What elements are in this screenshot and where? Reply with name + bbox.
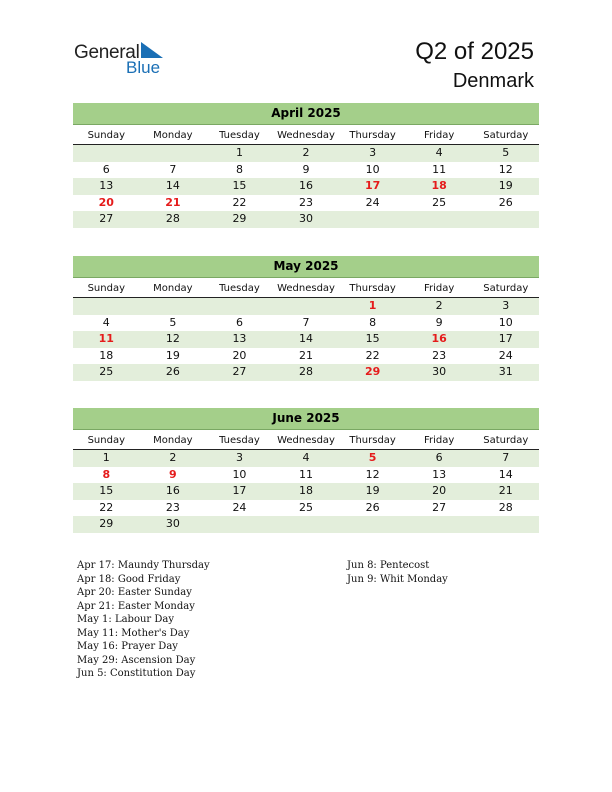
day-cell: 8 (102, 467, 111, 481)
day-cell: 28 (165, 212, 180, 225)
holiday-entry: Jun 9: Whit Monday (347, 573, 448, 585)
day-cell: 4 (302, 451, 310, 464)
day-cell: 19 (165, 348, 180, 362)
week-row (73, 348, 539, 365)
day-cell: 6 (435, 451, 443, 464)
empty-day-cell (206, 298, 273, 315)
day-cell: 1 (235, 146, 243, 159)
weekday-label: Monday (153, 130, 193, 141)
empty-day-cell (273, 516, 340, 533)
holiday-entry: Apr 20: Easter Sunday (77, 587, 192, 598)
day-cell: 29 (232, 212, 247, 225)
weekday-label: Thursday (349, 130, 396, 141)
day-cell: 27 (232, 365, 247, 378)
day-cell: 26 (498, 195, 513, 209)
day-cell: 26 (165, 365, 180, 378)
day-cell: 19 (498, 179, 513, 192)
weekday-label: Saturday (483, 435, 529, 446)
week-row (73, 211, 539, 228)
weekday-label: Wednesday (277, 283, 335, 294)
weekday-label: Sunday (87, 130, 125, 141)
day-cell: 25 (99, 365, 114, 378)
brand-logo (74, 40, 174, 80)
day-cell: 7 (169, 162, 177, 176)
weekday-label: Friday (424, 435, 455, 446)
weekday-label: Friday (424, 283, 455, 294)
day-cell: 11 (299, 467, 314, 481)
day-cell: 10 (498, 315, 513, 329)
holiday-entry: Apr 17: Maundy Thursday (77, 560, 210, 571)
day-cell: 5 (502, 146, 510, 159)
day-cell: 21 (299, 348, 314, 362)
day-cell: 21 (165, 195, 181, 209)
page-title: Q2 of 2025 (415, 38, 534, 65)
day-cell: 14 (498, 467, 513, 481)
holiday-list-left (77, 559, 210, 681)
weekday-label: Thursday (349, 283, 396, 294)
month-title: May 2025 (73, 256, 539, 278)
week-row (73, 467, 539, 484)
day-cell: 3 (369, 146, 377, 159)
day-cell: 30 (299, 212, 314, 225)
holiday-entry: May 16: Prayer Day (77, 641, 178, 652)
week-row (73, 516, 539, 533)
holiday-entry: Jun 8: Pentecost (347, 560, 430, 571)
weekday-label: Wednesday (277, 435, 335, 446)
day-cell: 13 (232, 332, 247, 345)
day-cell: 25 (299, 500, 314, 514)
week-row (73, 162, 539, 179)
weekday-label: Tuesday (219, 435, 260, 446)
day-cell: 16 (165, 484, 180, 497)
day-cell: 6 (102, 162, 110, 176)
day-cell: 13 (99, 179, 114, 192)
weekday-header-row (73, 280, 539, 298)
empty-day-cell (472, 211, 539, 228)
day-cell: 2 (169, 451, 177, 464)
weekday-label: Saturday (483, 283, 529, 294)
day-cell: 18 (99, 348, 114, 362)
day-cell: 31 (498, 365, 513, 378)
day-cell: 30 (432, 365, 447, 378)
empty-day-cell (339, 211, 406, 228)
month-title: June 2025 (73, 408, 539, 430)
holiday-entry: Apr 21: Easter Monday (77, 600, 195, 612)
logo-triangle-icon (141, 42, 163, 58)
week-row (73, 450, 539, 467)
day-cell: 1 (368, 299, 377, 312)
week-row (73, 315, 539, 332)
day-cell: 3 (235, 451, 243, 464)
day-cell: 2 (302, 146, 310, 159)
month-title: April 2025 (73, 103, 539, 125)
weekday-header-row (73, 432, 539, 450)
day-cell: 5 (169, 315, 177, 329)
month-calendar-june (73, 408, 539, 533)
day-cell: 9 (302, 162, 310, 176)
day-cell: 29 (364, 365, 381, 378)
day-cell: 27 (99, 212, 114, 225)
day-cell: 16 (299, 179, 314, 192)
day-cell: 7 (302, 315, 310, 329)
empty-day-cell (206, 516, 273, 533)
month-weeks (73, 450, 539, 533)
weekday-label: Friday (424, 130, 455, 141)
weekday-header-row (73, 127, 539, 145)
day-cell: 1 (102, 451, 110, 464)
holiday-entry: Jun 5: Constitution Day (77, 668, 196, 679)
logo-text-general: General (74, 42, 140, 63)
day-cell: 20 (432, 484, 447, 497)
day-cell: 21 (498, 484, 513, 497)
day-cell: 27 (432, 500, 447, 514)
day-cell: 10 (232, 467, 247, 481)
day-cell: 12 (498, 162, 513, 176)
empty-day-cell (406, 516, 473, 533)
day-cell: 28 (299, 365, 314, 378)
day-cell: 10 (365, 162, 380, 176)
day-cell: 18 (431, 179, 447, 192)
empty-day-cell (472, 516, 539, 533)
day-cell: 5 (368, 451, 377, 464)
day-cell: 3 (502, 299, 510, 312)
day-cell: 12 (365, 467, 380, 481)
month-weeks (73, 298, 539, 381)
holiday-entry: Apr 18: Good Friday (77, 573, 181, 585)
day-cell: 15 (99, 484, 114, 497)
week-row (73, 500, 539, 517)
day-cell: 20 (98, 195, 114, 209)
empty-day-cell (73, 298, 140, 315)
day-cell: 24 (365, 195, 380, 209)
week-row (73, 195, 539, 212)
day-cell: 15 (365, 332, 380, 345)
week-row (73, 364, 539, 381)
month-weeks (73, 145, 539, 228)
logo-text-blue: Blue (126, 58, 161, 77)
weekday-label: Wednesday (277, 130, 335, 141)
day-cell: 11 (432, 162, 447, 176)
day-cell: 13 (432, 467, 447, 481)
day-cell: 4 (102, 315, 110, 329)
weekday-label: Sunday (87, 283, 125, 294)
week-row (73, 483, 539, 500)
day-cell: 17 (364, 179, 381, 192)
month-calendar-april (73, 103, 539, 228)
day-cell: 16 (431, 332, 447, 345)
week-row (73, 298, 539, 315)
empty-day-cell (406, 211, 473, 228)
empty-day-cell (140, 145, 207, 162)
weekday-label: Tuesday (219, 283, 260, 294)
day-cell: 11 (98, 332, 114, 345)
day-cell: 9 (169, 467, 177, 481)
weekday-label: Monday (153, 283, 193, 294)
day-cell: 28 (498, 500, 513, 514)
day-cell: 22 (365, 348, 380, 362)
day-cell: 26 (365, 500, 380, 514)
empty-day-cell (339, 516, 406, 533)
day-cell: 24 (498, 348, 513, 362)
weekday-label: Tuesday (219, 130, 260, 141)
week-row (73, 331, 539, 348)
weekday-label: Monday (153, 435, 193, 446)
day-cell: 25 (432, 195, 447, 209)
day-cell: 7 (502, 451, 510, 464)
holiday-entry: May 1: Labour Day (77, 614, 174, 625)
day-cell: 24 (232, 500, 247, 514)
day-cell: 23 (165, 500, 180, 514)
day-cell: 20 (232, 348, 247, 362)
weekday-label: Saturday (483, 130, 529, 141)
day-cell: 19 (365, 484, 380, 497)
day-cell: 4 (435, 146, 443, 159)
day-cell: 14 (299, 332, 314, 345)
month-calendar-may (73, 256, 539, 381)
weekday-label: Thursday (349, 435, 396, 446)
day-cell: 2 (435, 299, 443, 312)
holiday-entry: May 11: Mother's Day (77, 627, 190, 639)
day-cell: 23 (299, 195, 314, 209)
day-cell: 23 (432, 348, 447, 362)
day-cell: 8 (369, 315, 377, 329)
day-cell: 17 (498, 332, 513, 345)
day-cell: 17 (232, 484, 247, 497)
empty-day-cell (140, 298, 207, 315)
holiday-list-right (347, 559, 448, 586)
week-row (73, 178, 539, 195)
day-cell: 9 (435, 315, 443, 329)
weekday-label: Sunday (87, 435, 125, 446)
holiday-entry: May 29: Ascension Day (77, 654, 196, 666)
day-cell: 6 (235, 315, 243, 329)
day-cell: 22 (232, 195, 247, 209)
empty-day-cell (73, 145, 140, 162)
empty-day-cell (273, 298, 340, 315)
day-cell: 22 (99, 500, 114, 514)
day-cell: 29 (99, 517, 114, 530)
day-cell: 12 (165, 332, 180, 345)
country-name: Denmark (452, 70, 534, 92)
day-cell: 15 (232, 179, 247, 192)
week-row (73, 145, 539, 162)
day-cell: 14 (165, 179, 180, 192)
day-cell: 18 (299, 484, 314, 497)
day-cell: 30 (165, 517, 180, 530)
day-cell: 8 (235, 162, 243, 176)
